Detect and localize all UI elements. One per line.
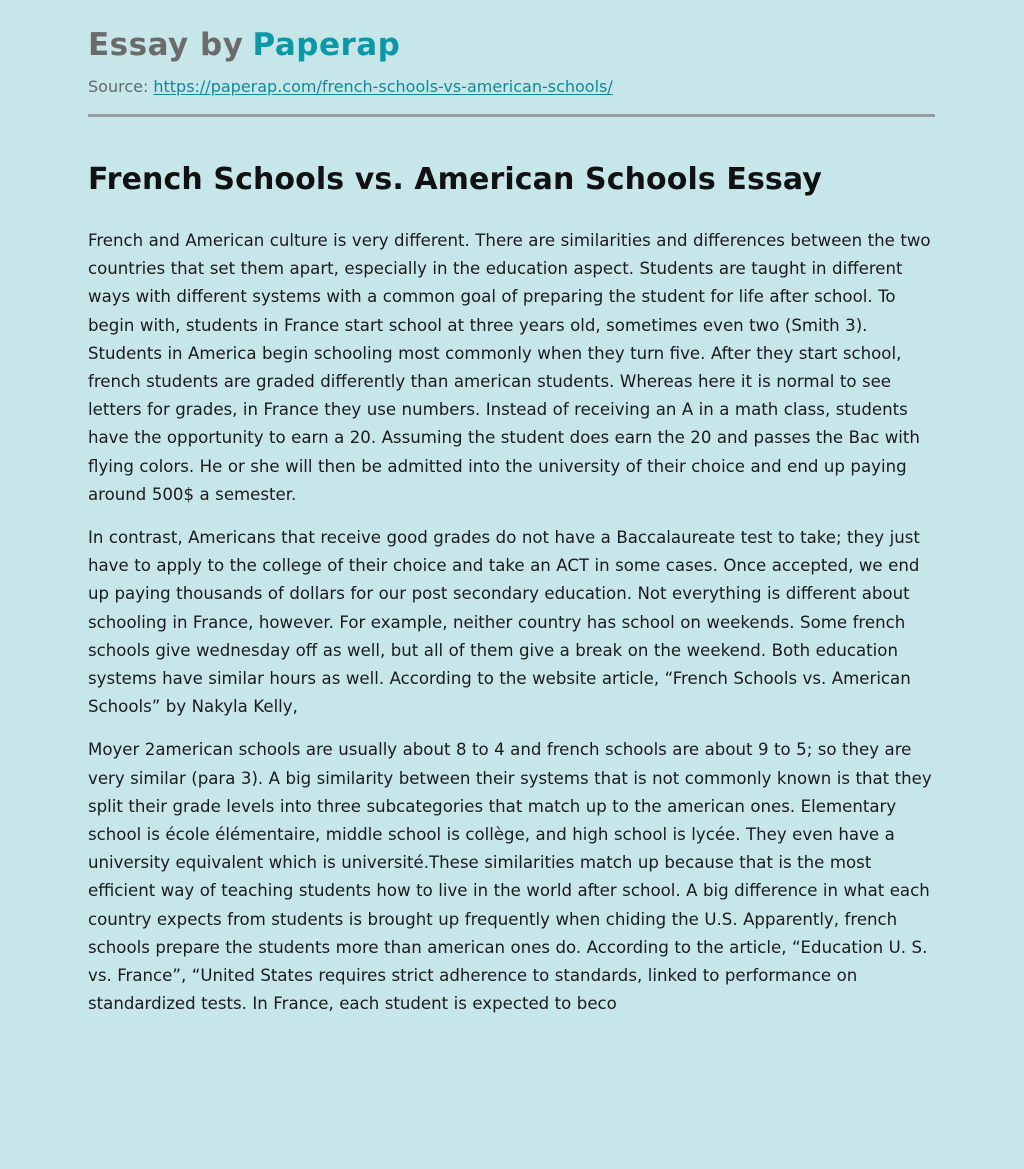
source-url-link[interactable]: https://paperap.com/french-schools-vs-american-schools/	[153, 77, 613, 96]
page-title: French Schools vs. American Schools Essay	[88, 162, 822, 197]
source-line	[88, 76, 936, 98]
brand-prefix-text: Essay by	[88, 27, 244, 63]
article-paragraph: Moyer 2american schools are usually about 8 to 4 and french schools are about 9 to 5; so they are very similar (para 3). A big similarity between their systems that is not commonly known is that they split their grade levels into three subcategories that match up to the american ones. Elementary school is école élémentaire, middle school is collège, and high school is lycée. They even have a university equivalent which is université.These similarities match up because that is the most efficient way of teaching students how to live in the world after school. A big difference in what each country expects from students is brought up frequently when chiding the U.S. Apparently, french schools prepare the students more than american ones do. According to the article, “Education U. S. vs. France”, “United States requires strict adherence to standards, linked to performance on standardized tests. In France, each student is expected to beco	[88, 740, 932, 1014]
brand-name-text: Paperap	[252, 27, 401, 63]
article-body	[88, 227, 936, 1018]
article	[0, 161, 1024, 1018]
header-divider	[88, 114, 935, 117]
site-header	[0, 0, 1024, 117]
source-label: Source:	[88, 77, 149, 96]
brand-heading	[88, 26, 936, 64]
article-paragraph: French and American culture is very different. There are similarities and differences between the two countries that set them apart, especially in the education aspect. Students are taught in different ways with different systems with a common goal of preparing the student for life after school. To begin with, students in France start school at three years old, sometimes even two (Smith 3). Students in America begin schooling most commonly when they turn five. After they start school, french students are graded differently than american students. Whereas here it is normal to see letters for grades, in France they use numbers. Instead of receiving an A in a math class, students have the opportunity to earn a 20. Assuming the student does earn the 20 and passes the Bac with flying colors. He or she will then be admitted into the university of their choice and end up paying around 500$ a semester.	[88, 231, 931, 504]
article-paragraph: In contrast, Americans that receive good grades do not have a Baccalaureate test to take; they just have to apply to the college of their choice and take an ACT in some cases. Once accepted, we end up paying thousands of dollars for our post secondary education. Not everything is different about schooling in France, however. For example, neither country has school on weekends. Some french schools give wednesday off as well, but all of them give a break on the weekend. Both education systems have similar hours as well. According to the website article, “French Schools vs. American Schools” by Nakyla Kelly,	[88, 528, 920, 717]
